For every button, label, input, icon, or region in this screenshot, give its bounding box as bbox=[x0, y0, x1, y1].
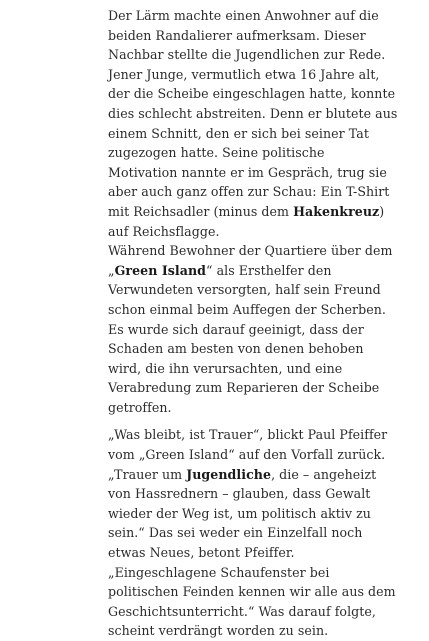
text-segment: beiden Randalierer aufmerksam. Dieser bbox=[108, 27, 366, 43]
text-segment: Es wurde sich darauf geeinigt, dass der bbox=[108, 321, 364, 337]
text-line bbox=[108, 339, 426, 359]
text-line bbox=[108, 398, 426, 418]
text-segment: auf Reichsflagge. bbox=[108, 223, 220, 239]
text-line bbox=[108, 504, 426, 524]
text-line bbox=[108, 359, 426, 379]
text-line bbox=[108, 543, 426, 563]
text-segment: „Was bleibt, ist Trauer“, blickt Paul Pfeiffer bbox=[108, 427, 388, 443]
text-segment: der die Scheibe eingeschlagen hatte, konnte bbox=[108, 86, 396, 102]
text-line bbox=[108, 484, 426, 504]
text-segment: mit Reichsadler (minus dem bbox=[108, 203, 294, 219]
text-line bbox=[108, 104, 426, 124]
paragraph bbox=[108, 6, 426, 417]
text-line bbox=[108, 563, 426, 583]
text-segment: einem Schnitt, den er sich bei seiner Tat bbox=[108, 125, 369, 141]
bold-term: Hakenkreuz bbox=[293, 203, 380, 219]
text-line bbox=[108, 65, 426, 85]
text-line bbox=[108, 261, 426, 281]
text-line bbox=[108, 143, 426, 163]
text-segment: sein.“ Das sei weder ein Einzelfall noch bbox=[108, 525, 363, 541]
text-segment: Schaden am besten von denen behoben bbox=[108, 341, 364, 357]
text-segment: „Eingeschlagene Schaufenster bei bbox=[108, 564, 330, 580]
text-line bbox=[108, 523, 426, 543]
article-body bbox=[108, 6, 426, 641]
text-line bbox=[108, 465, 426, 485]
text-segment: getroffen. bbox=[108, 399, 172, 415]
text-segment: Jener Junge, vermutlich etwa 16 Jahre alt, bbox=[108, 66, 380, 82]
text-segment: vom „Green Island“ auf den Vorfall zurück. bbox=[108, 447, 386, 463]
text-line bbox=[108, 222, 426, 242]
text-line bbox=[108, 163, 426, 183]
text-line bbox=[108, 602, 426, 622]
text-line bbox=[108, 300, 426, 320]
text-segment: wieder der Weg ist, um politisch aktiv zu bbox=[108, 505, 371, 521]
text-segment: dies schlecht abstreiten. Denn er blutete aus bbox=[108, 105, 398, 121]
text-segment: aber auch ganz offen zur Schau: Ein T-Shirt bbox=[108, 184, 390, 200]
text-segment: Verabredung zum Reparieren der Scheibe bbox=[108, 380, 380, 396]
text-segment: Verwundeten versorgten, half sein Freund bbox=[108, 282, 381, 298]
paragraph bbox=[108, 425, 426, 641]
text-segment: Der Lärm machte einen Anwohner auf die bbox=[108, 8, 379, 23]
text-line bbox=[108, 280, 426, 300]
text-line bbox=[108, 6, 426, 26]
text-line bbox=[108, 425, 426, 445]
text-segment: , die – angeheizt bbox=[271, 466, 377, 482]
text-segment: politischen Feinden kennen wir alle aus dem bbox=[108, 584, 396, 600]
text-segment: von Hassrednern – glauben, dass Gewalt bbox=[108, 486, 371, 502]
text-segment: Motivation nannte er im Gespräch, trug sie bbox=[108, 164, 387, 180]
text-line bbox=[108, 582, 426, 602]
text-segment: schon einmal beim Auffegen der Scherben. bbox=[108, 301, 386, 317]
text-line bbox=[108, 621, 426, 641]
text-line bbox=[108, 26, 426, 46]
text-line bbox=[108, 378, 426, 398]
text-line bbox=[108, 445, 426, 465]
text-segment: „ bbox=[108, 262, 115, 278]
text-line bbox=[108, 182, 426, 202]
text-segment: Nachbar stellte die Jugendlichen zur Rede. bbox=[108, 47, 386, 63]
text-line bbox=[108, 320, 426, 340]
text-segment: Geschichtsunterricht.“ Was darauf folgte, bbox=[108, 603, 376, 619]
text-line bbox=[108, 241, 426, 261]
text-segment: etwas Neues, betont Pfeiffer. bbox=[108, 545, 295, 561]
text-line bbox=[108, 45, 426, 65]
text-segment: Während Bewohner der Quartiere über dem bbox=[108, 243, 393, 259]
paragraph-spacer bbox=[108, 417, 426, 425]
text-segment: „Trauer um bbox=[108, 466, 187, 482]
text-segment: scheint verdrängt worden zu sein. bbox=[108, 623, 329, 639]
text-line bbox=[108, 202, 426, 222]
text-segment: wird, die ihn verursachten, und eine bbox=[108, 360, 343, 376]
bold-term: Green Island bbox=[114, 262, 207, 278]
text-segment: zugezogen hatte. Seine politische bbox=[108, 145, 325, 161]
text-line bbox=[108, 84, 426, 104]
text-line bbox=[108, 124, 426, 144]
text-segment: ) bbox=[379, 203, 385, 219]
bold-term: Jugendliche bbox=[186, 466, 272, 482]
text-segment: “ als Ersthelfer den bbox=[206, 262, 332, 278]
